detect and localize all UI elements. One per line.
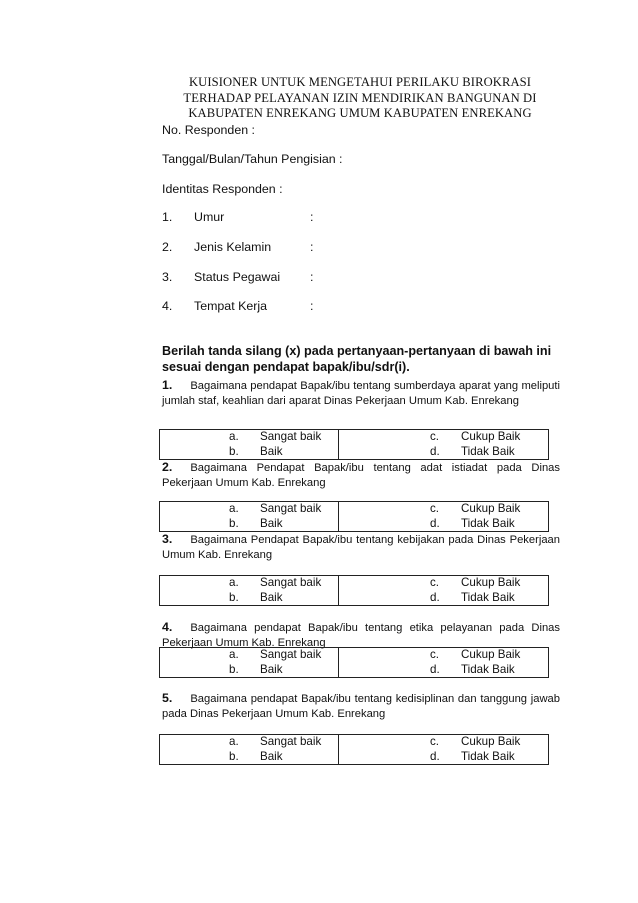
instruction-text: Berilah tanda silang (x) pada pertanyaan-pertanyaan di bawah ini sesuai dengan pendapat bapak/ibu/sdr(i). — [162, 344, 552, 374]
identitas-field: Identitas Responden : — [162, 182, 283, 196]
question-5 — [162, 691, 560, 722]
option-letter-c: c. — [430, 502, 440, 515]
option-letter-b: b. — [229, 663, 239, 676]
answer-box-2 — [159, 501, 549, 532]
title-line-2: TERHADAP PELAYANAN IZIN MENDIRIKAN BANGUNAN DI — [183, 90, 537, 105]
option-letter-b: b. — [229, 591, 239, 604]
option-c[interactable]: Cukup Baik — [461, 502, 521, 515]
option-b[interactable]: Baik — [260, 445, 283, 458]
option-d[interactable]: Tidak Baik — [461, 591, 515, 604]
questionnaire-title — [162, 75, 558, 122]
option-a[interactable]: Sangat baik — [260, 735, 322, 748]
question-number: 3. — [162, 532, 173, 546]
option-a[interactable]: Sangat baik — [260, 502, 322, 515]
option-d[interactable]: Tidak Baik — [461, 517, 515, 530]
no-responden-field: No. Responden : — [162, 123, 255, 137]
identity-item-colon: : — [310, 240, 314, 254]
question-3 — [162, 532, 560, 563]
identity-item-label: Status Pegawai — [194, 270, 281, 284]
option-letter-a: a. — [229, 576, 239, 589]
option-c[interactable]: Cukup Baik — [461, 735, 521, 748]
option-letter-d: d. — [430, 750, 440, 763]
option-a[interactable]: Sangat baik — [260, 430, 322, 443]
answer-box-5 — [159, 734, 549, 765]
option-d[interactable]: Tidak Baik — [461, 445, 515, 458]
answer-box-1 — [159, 429, 549, 460]
option-letter-a: a. — [229, 502, 239, 515]
option-letter-b: b. — [229, 517, 239, 530]
option-letter-d: d. — [430, 517, 440, 530]
question-text: Bagaimana pendapat Bapak/ibu tentang kedisiplinan dan tanggung jawab pada Dinas Pekerjaan Umum Kab. Enrekang — [162, 693, 560, 720]
identity-item-label: Tempat Kerja — [194, 299, 267, 313]
option-b[interactable]: Baik — [260, 663, 283, 676]
tanggal-field: Tanggal/Bulan/Tahun Pengisian : — [162, 152, 343, 166]
identity-item-colon: : — [310, 270, 314, 284]
option-c[interactable]: Cukup Baik — [461, 576, 521, 589]
option-letter-b: b. — [229, 445, 239, 458]
answer-box-3 — [159, 575, 549, 606]
option-d[interactable]: Tidak Baik — [461, 750, 515, 763]
question-number: 1. — [162, 378, 173, 392]
title-line-1: KUISIONER UNTUK MENGETAHUI PERILAKU BIROKRASI — [188, 75, 532, 89]
question-number: 4. — [162, 620, 173, 634]
question-text: Bagaimana pendapat Bapak/ibu tentang sumberdaya aparat yang meliputi jumlah staf, keahlian dari aparat Dinas Pekerjaan Umum Kab. Enrekang — [162, 380, 560, 407]
option-b[interactable]: Baik — [260, 591, 283, 604]
option-letter-c: c. — [430, 576, 440, 589]
identity-item-colon: : — [310, 210, 314, 224]
option-c[interactable]: Cukup Baik — [461, 430, 521, 443]
option-letter-d: d. — [430, 445, 440, 458]
question-number: 2. — [162, 460, 173, 474]
title-line-3: KABUPATEN ENREKANG UMUM KABUPATEN ENREKANG — [188, 106, 532, 120]
option-b[interactable]: Baik — [260, 750, 283, 763]
question-text: Bagaimana pendapat Bapak/ibu tentang etika pelayanan pada Dinas Pekerjaan Umum Kab. Enrekang — [162, 622, 560, 649]
option-letter-c: c. — [430, 648, 440, 661]
identity-item-number: 2. — [162, 240, 173, 254]
option-letter-c: c. — [430, 430, 440, 443]
question-1 — [162, 378, 560, 409]
option-letter-a: a. — [229, 648, 239, 661]
option-letter-a: a. — [229, 735, 239, 748]
option-b[interactable]: Baik — [260, 517, 283, 530]
identity-item-number: 1. — [162, 210, 173, 224]
answer-box-4 — [159, 647, 549, 678]
option-letter-d: d. — [430, 591, 440, 604]
identity-item-label: Jenis Kelamin — [194, 240, 272, 254]
question-2 — [162, 460, 560, 491]
option-c[interactable]: Cukup Baik — [461, 648, 521, 661]
option-letter-d: d. — [430, 663, 440, 676]
option-a[interactable]: Sangat baik — [260, 576, 322, 589]
option-letter-a: a. — [229, 430, 239, 443]
identity-item-colon: : — [310, 299, 314, 313]
option-d[interactable]: Tidak Baik — [461, 663, 515, 676]
option-a[interactable]: Sangat baik — [260, 648, 322, 661]
question-number: 5. — [162, 691, 173, 705]
identity-item-label: Umur — [194, 210, 225, 224]
identity-item-number: 3. — [162, 270, 173, 284]
question-text: Bagaimana Pendapat Bapak/ibu tentang kebijakan pada Dinas Pekerjaan Umum Kab. Enrekang — [162, 534, 560, 561]
identity-item-number: 4. — [162, 299, 173, 313]
option-letter-c: c. — [430, 735, 440, 748]
option-letter-b: b. — [229, 750, 239, 763]
question-text: Bagaimana Pendapat Bapak/ibu tentang adat istiadat pada Dinas Pekerjaan Umum Kab. Enrekang — [162, 462, 560, 489]
